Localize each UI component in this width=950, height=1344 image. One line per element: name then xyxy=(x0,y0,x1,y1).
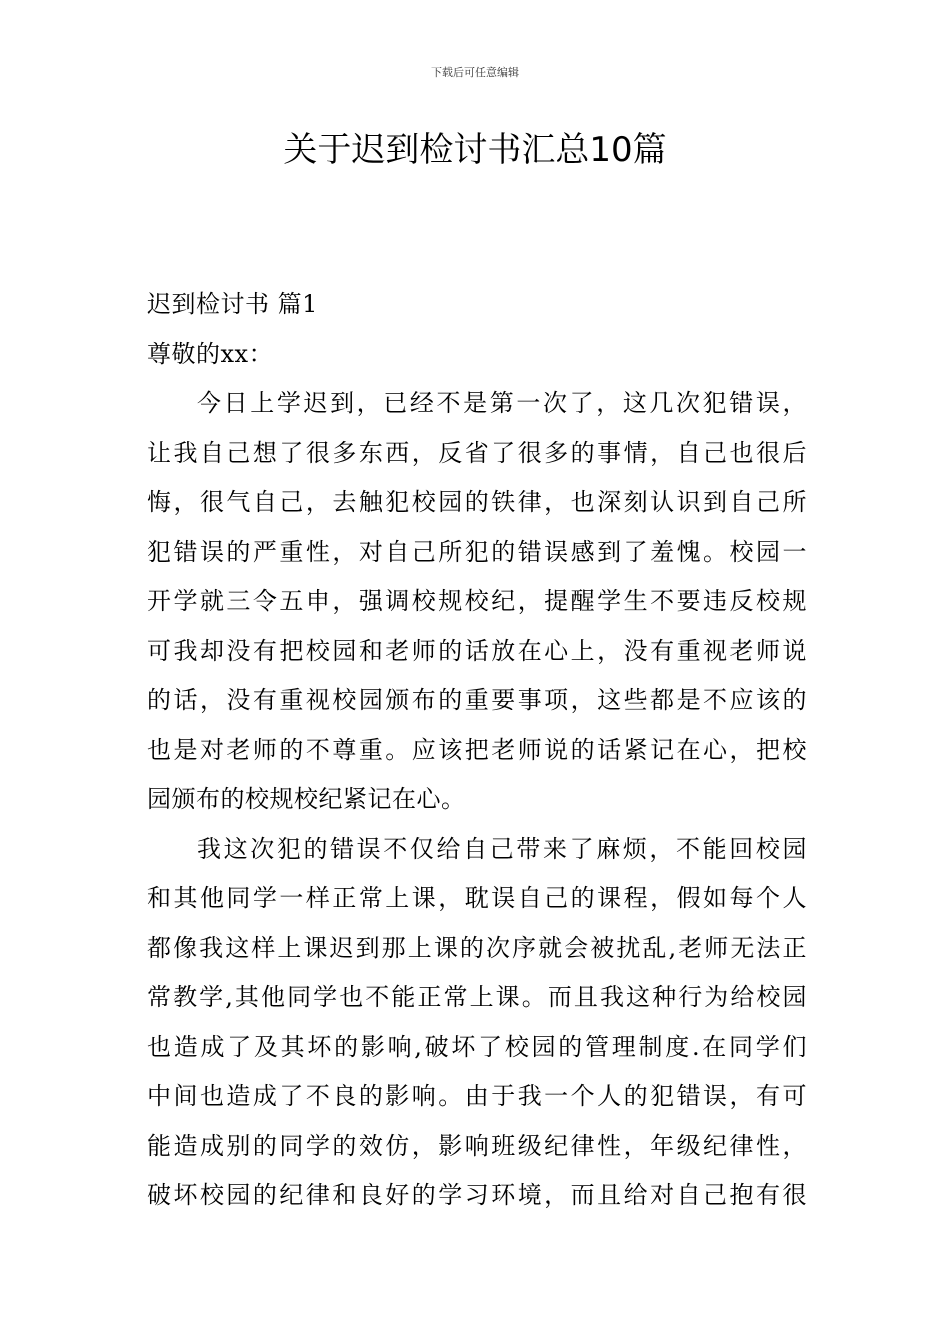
paragraph-line: 能造成别的同学的效仿，影响班级纪律性，年级纪律性， xyxy=(147,1131,807,1160)
paragraph-line: 也是对老师的不尊重。应该把老师说的话紧记在心，把校 xyxy=(147,735,807,764)
salutation: 尊敬的xx： xyxy=(147,339,274,368)
section-heading: 迟到检讨书 篇1 xyxy=(147,290,318,318)
paragraph xyxy=(147,379,807,825)
paragraph-line: 开学就三令五申，强调校规校纪，提醒学生不要违反校规 xyxy=(147,587,807,615)
paragraph-line: 我这次犯的错误不仅给自己带来了麻烦，不能回校园 xyxy=(197,834,807,863)
paragraph-line: 让我自己想了很多东西，反省了很多的事情，自己也很后 xyxy=(147,438,807,467)
paragraph-line: 都像我这样上课迟到那上课的次序就会被扰乱,老师无法正 xyxy=(147,933,807,962)
paragraph-line: 破坏校园的纪律和良好的学习环境，而且给对自己抱有很 xyxy=(147,1181,807,1209)
paragraph xyxy=(147,825,807,1221)
paragraph-line: 的话，没有重视校园颁布的重要事项，这些都是不应该的 xyxy=(147,686,807,714)
document-title: 关于迟到检讨书汇总10篇 xyxy=(283,130,667,170)
paragraph-line: 园颁布的校规校纪紧记在心。 xyxy=(147,785,466,813)
paragraph-line: 中间也造成了不良的影响。由于我一个人的犯错误，有可 xyxy=(147,1082,807,1110)
paragraph-line: 也造成了及其坏的影响,破坏了校园的管理制度.在同学们 xyxy=(147,1032,807,1061)
paragraph-line: 常教学,其他同学也不能正常上课。而且我这种行为给校园 xyxy=(147,983,807,1011)
paragraph-line: 可我却没有把校园和老师的话放在心上，没有重视老师说 xyxy=(147,636,807,665)
paragraph-line: 今日上学迟到，已经不是第一次了，这几次犯错误， xyxy=(197,389,807,417)
header-note: 下载后可任意编辑 xyxy=(431,66,519,79)
paragraph-line: 和其他同学一样正常上课，耽误自己的课程，假如每个人 xyxy=(147,884,807,912)
paragraph-line: 犯错误的严重性，对自己所犯的错误感到了羞愧。校园一 xyxy=(147,537,807,566)
document-body xyxy=(147,280,807,1221)
paragraph-line: 悔，很气自己，去触犯校园的铁律，也深刻认识到自己所 xyxy=(147,488,807,516)
